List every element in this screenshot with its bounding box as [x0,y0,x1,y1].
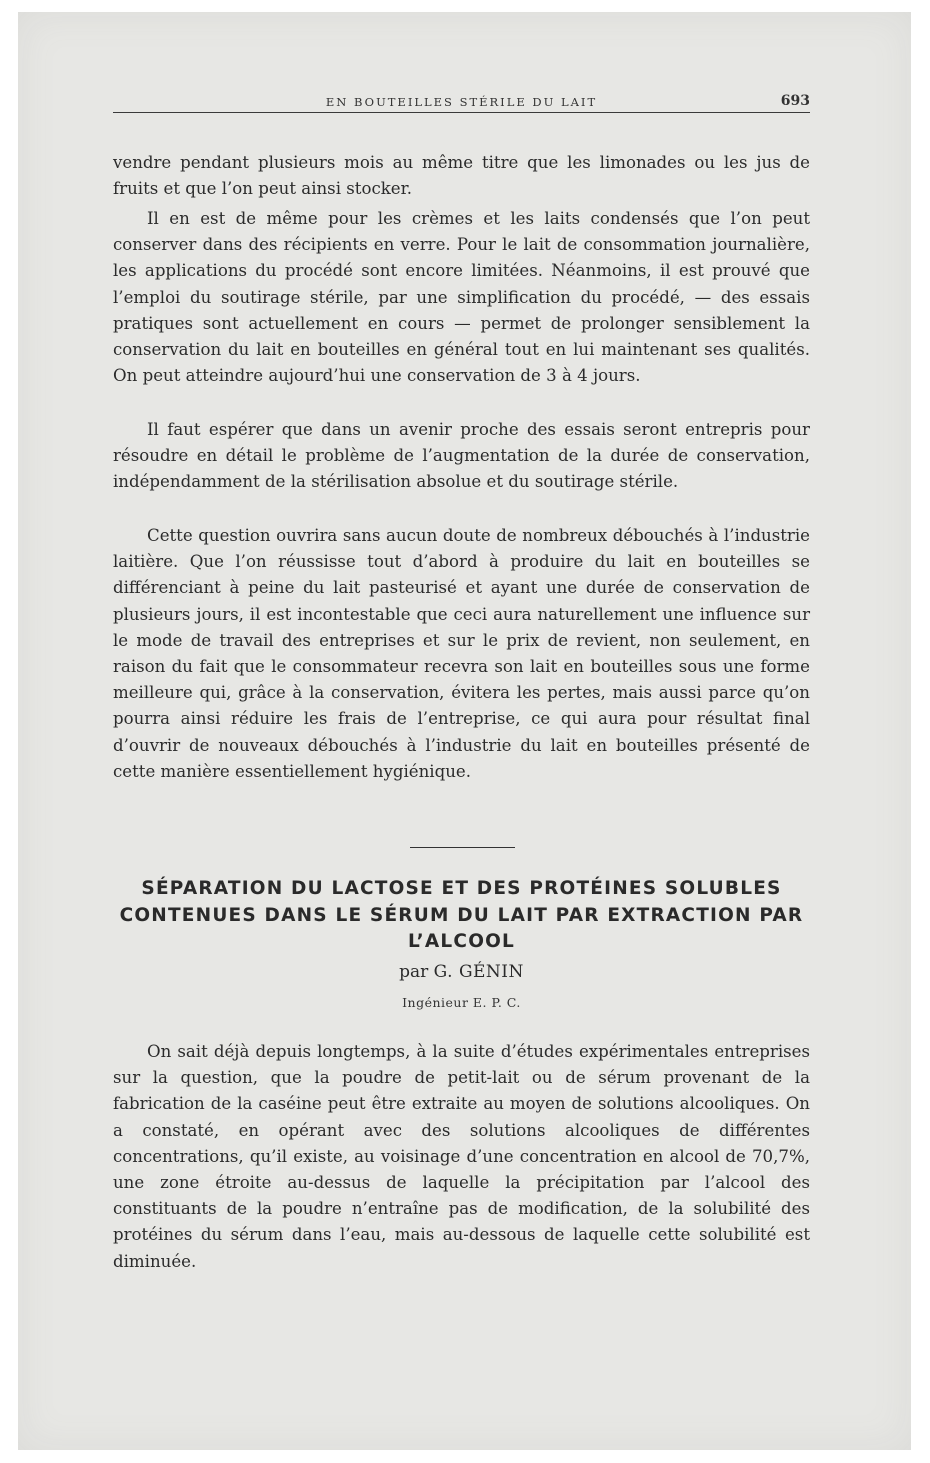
running-title: EN BOUTEILLES STÉRILE DU LAIT [325,95,598,109]
paragraph-continuation: vendre pendant plusieurs mois au même titre que les limonades ou les jus de fruits et que l’on peut ainsi stocker. [113,153,810,199]
running-header [113,92,810,113]
article-title: SÉPARATION DU LACTOSE ET DES PROTÉINES SOLUBLES CONTENUES DANS LE SÉRUM DU LAIT PAR EXTRACTION PAR L’ALCOOL [119,878,804,952]
byline [113,962,810,982]
author-name: G. GÉNIN [433,962,524,982]
byline-prefix: par [399,962,429,982]
paragraph-debouches: Cette question ouvrira sans aucun doute de nombreux débouchés à l’industrie laitière. Que l’on réussisse tout d’abord à produire du lait en bouteilles se différenciant à peine du lait pasteurisé et ayant une durée de conservation de plusieurs jours, il est incontestable que ceci aura naturellement une influence sur le mode de travail des entreprises et sur le prix de revient, non seulement, en raison du fait que le consommateur recevra son lait en bouteilles sous une forme meilleure qui, grâce à la conservation, évitera les pertes, mais aussi parce qu’on pourra ainsi réduire les frais de l’entreprise, ce qui aura pour résultat final d’ouvrir de nouveaux débouchés à l’industrie du lait en bouteilles présenté de cette manière essentiellement hygiénique. [113,526,810,781]
section-divider [410,847,515,848]
author-affiliation: Ingénieur E. P. C. [402,995,521,1010]
article-body-paragraph: On sait déjà depuis longtemps, à la suite d’études expérimentales entreprises sur la question, que la poudre de petit-lait ou de sérum provenant de la fabrication de la caséine peut être extraite au moyen de solutions alcooliques. On a constaté, en opérant avec des solutions alcooliques de différentes concentrations, qu’il existe, au voisinage d’une concentration en alcool de 70,7%, une zone étroite au-dessus de laquelle la précipitation par l’alcool des constituants de la poudre n’entraîne pas de modification, de la solubilité des protéines du sérum dans l’eau, mais au-dessous de laquelle cette solubilité est diminuée. [113,1042,810,1271]
paragraph-avenir: Il faut espérer que dans un avenir proche des essais seront entrepris pour résoudre en détail le problème de l’augmentation de la durée de conservation, indépendamment de la stérilisation absolue et du soutirage stérile. [113,420,810,492]
paragraph-cremes-laits: Il en est de même pour les crèmes et les laits condensés que l’on peut conserver dans des récipients en verre. Pour le lait de consommation journalière, les applications du procédé sont encore limitées. Néanmoins, il est prouvé que l’emploi du soutirage stérile, par une simplification du procédé, — des essais pratiques sont actuellement en cours — permet de prolonger sensiblement la conservation du lait en bouteilles en général tout en lui maintenant ses qualités. On peut atteindre aujourd’hui une conservation de 3 à 4 jours. [113,209,810,386]
page-number: 693 [780,93,810,109]
